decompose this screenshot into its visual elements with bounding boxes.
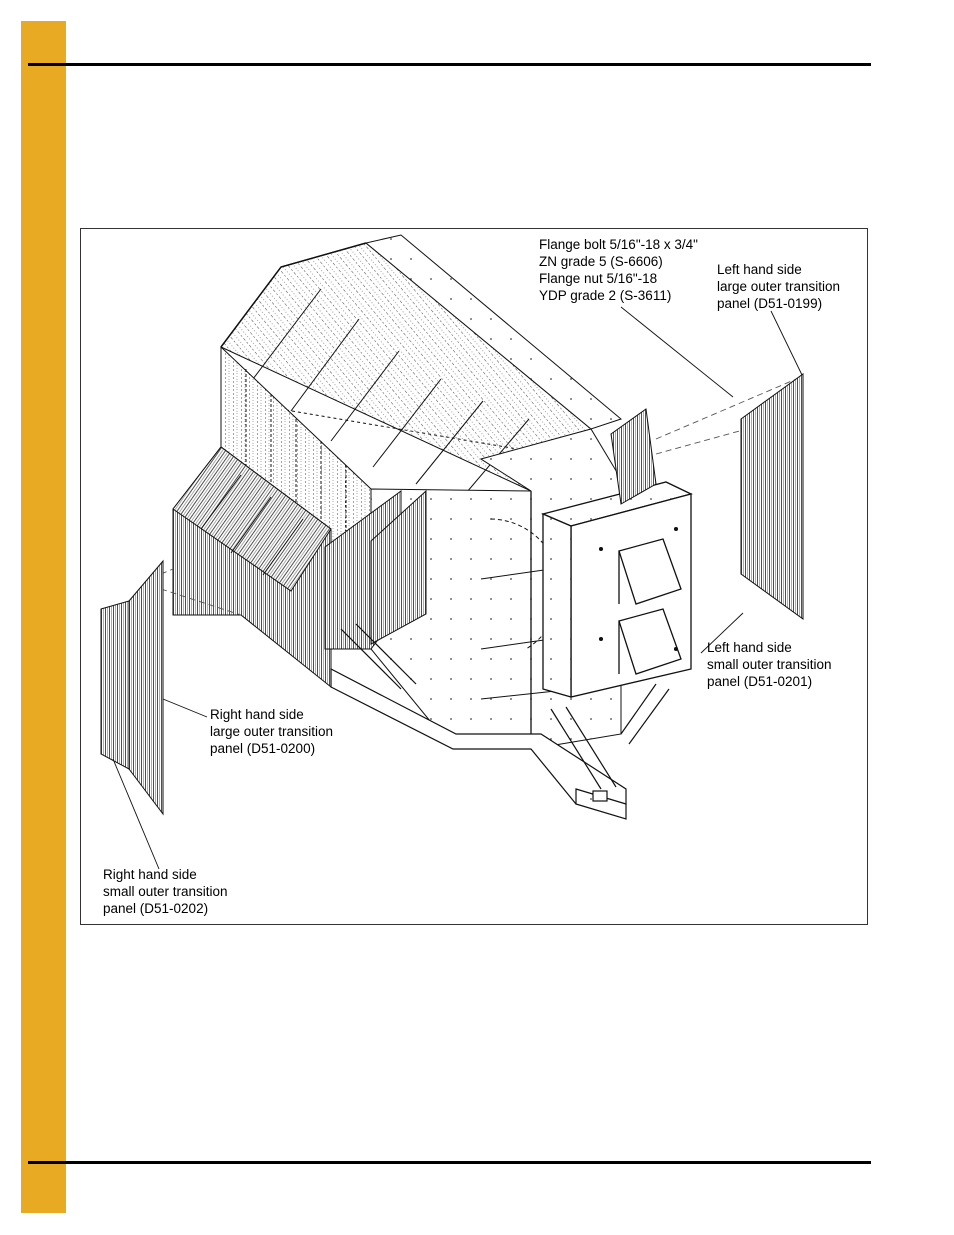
callout-line: panel (D51-0200)	[210, 741, 316, 756]
rh-large-panel-callout	[210, 706, 333, 757]
fan-hood-box	[543, 482, 691, 697]
dryer-transition-drawing	[81, 229, 869, 926]
callout-line: Right hand side	[210, 707, 304, 722]
callout-line: small outer transition	[103, 884, 228, 899]
callout-line: Left hand side	[717, 262, 802, 277]
chapter-side-tab	[21, 21, 66, 1213]
callout-line: Flange nut 5/16"-18	[539, 271, 658, 286]
callout-line: panel (D51-0202)	[103, 901, 209, 916]
flange-hardware-callout	[539, 236, 698, 304]
footer-rule	[28, 1161, 871, 1164]
callout-line: Flange bolt 5/16"-18 x 3/4"	[539, 237, 698, 252]
rh-small-outer-transition-panel	[101, 601, 129, 769]
lh-small-panel-callout	[707, 639, 832, 690]
callout-line: ZN grade 5 (S-6606)	[539, 254, 663, 269]
callout-line: Right hand side	[103, 867, 197, 882]
callout-line: large outer transition	[210, 724, 334, 739]
header-rule	[28, 63, 871, 66]
figure-frame	[80, 228, 868, 925]
rh-large-outer-transition-panel	[129, 561, 163, 814]
callout-line: large outer transition	[717, 279, 841, 294]
lh-large-panel-callout	[717, 261, 840, 312]
callout-line: panel (D51-0199)	[717, 296, 823, 311]
callout-line: Left hand side	[707, 640, 792, 655]
callout-line: panel (D51-0201)	[707, 674, 813, 689]
callout-line: YDP grade 2 (S-3611)	[539, 288, 672, 303]
lh-large-outer-transition-panel	[741, 374, 803, 619]
rh-small-panel-callout	[103, 866, 228, 917]
callout-line: small outer transition	[707, 657, 832, 672]
